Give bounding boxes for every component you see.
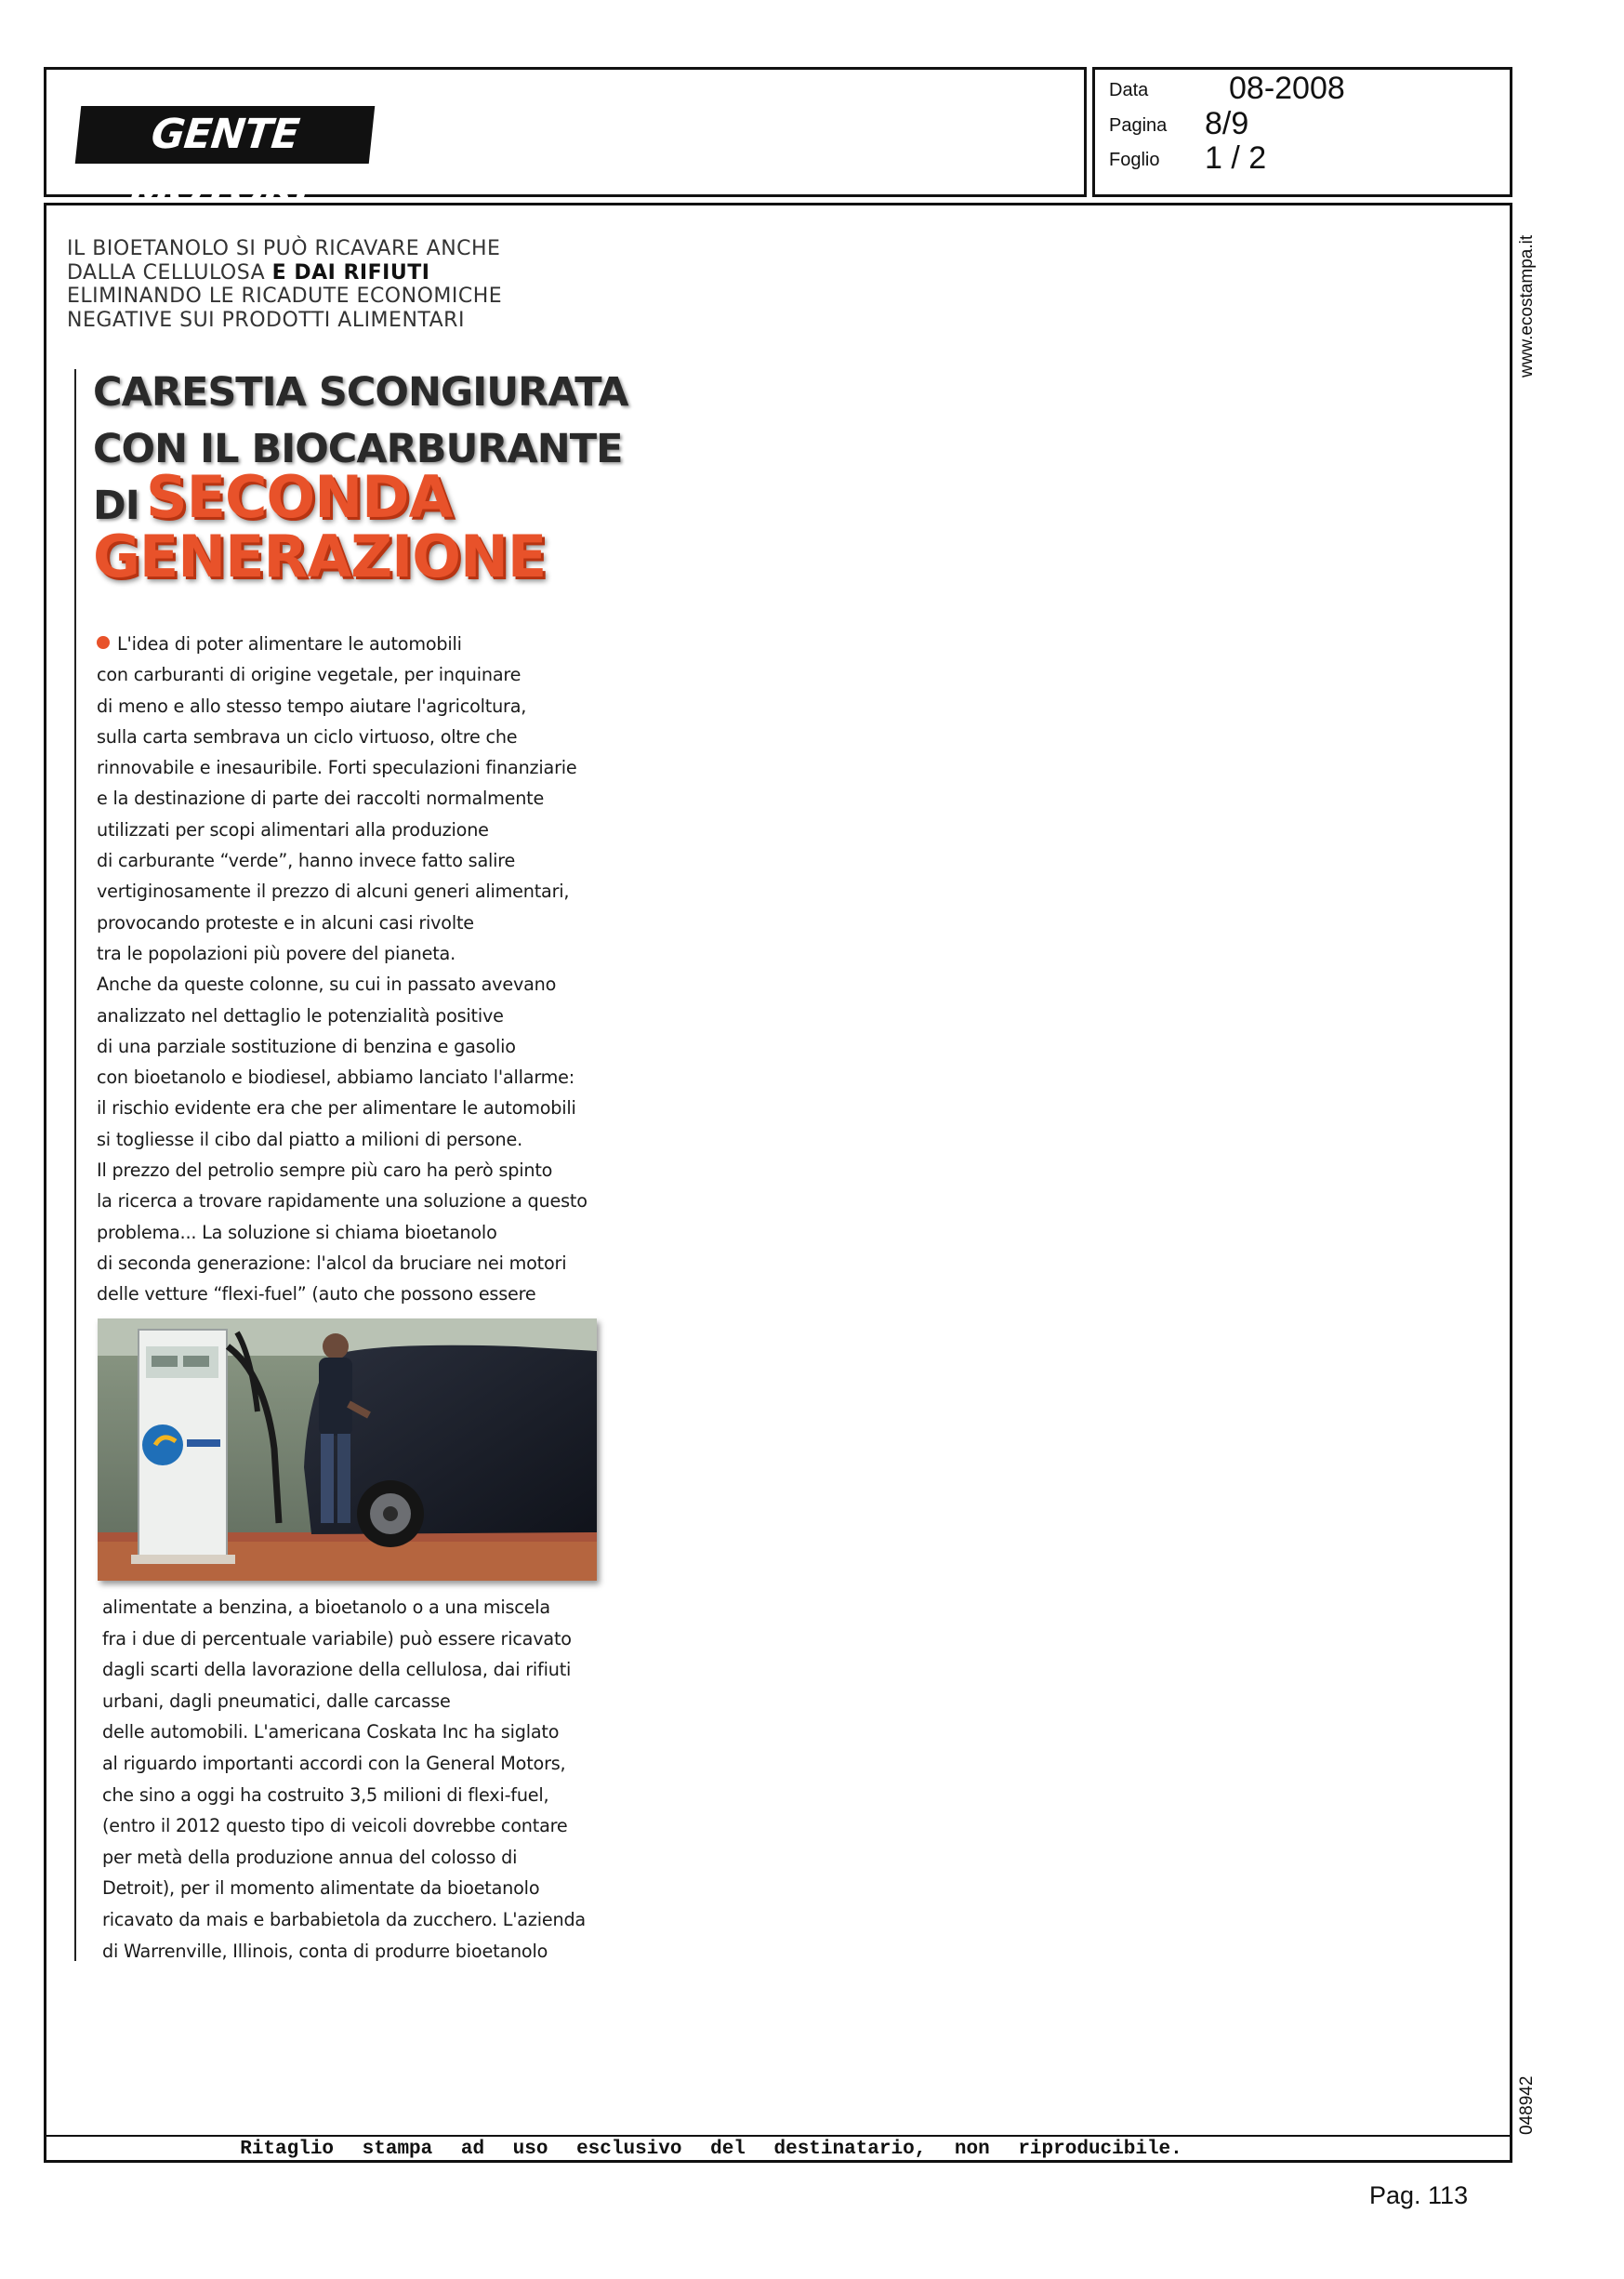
title-seconda: SECONDA [146,463,453,531]
body-line: si togliesse il cibo dal piatto a milioni di persone. [97,1128,522,1150]
body-line: la ricerca a trovare rapidamente una soluzione a questo [97,1190,588,1212]
article-body-bottom [102,1592,604,1967]
body-line: delle vetture “flexi-fuel” (auto che possono essere [97,1283,536,1305]
article-kicker [67,237,588,332]
body-line: di seconda generazione: l'alcol da bruciare nei motori [97,1252,567,1274]
kicker-line: IL BIOETANOLO SI PUÒ RICAVARE ANCHE [67,237,501,260]
pagina-label: Pagina [1109,115,1168,136]
body-line: e la destinazione di parte dei raccolti normalmente [97,788,545,810]
kicker-line: NEGATIVE SUI PRODOTTI ALIMENTARI [67,308,465,332]
body-line: di meno e allo stesso tempo aiutare l'agricoltura, [97,695,527,717]
bullet-icon [97,636,110,649]
side-code-text: 048942 [1517,2075,1537,2135]
gente-motori-logo: GENTE MOTORI [75,106,376,164]
body-line: delle automobili. L'americana Coskata Inc ha siglato [102,1721,560,1743]
column-rule [74,369,76,1961]
body-line: Il prezzo del petrolio sempre più caro ha però spinto [97,1159,553,1182]
data-label: Data [1109,80,1149,100]
photo-illustration [98,1318,597,1581]
body-line: vertiginosamente il prezzo di alcuni generi alimentari, [97,881,570,903]
foglio-label: Foglio [1109,150,1160,170]
footer-divider [44,2135,1512,2137]
body-line [97,629,603,659]
body-line: urbani, dagli pneumatici, dalle carcasse [102,1689,451,1712]
body-line: al riguardo importanti accordi con la General Motors, [102,1752,566,1774]
body-line: Anche da queste colonne, su cui in passato avevano [97,974,557,996]
article-body-top [97,629,603,1310]
kicker-bold: E DAI RIFIUTI [271,260,430,285]
title-line-1: CARESTIA SCONGIURATA [93,369,628,416]
body-line: che sino a oggi ha costruito 3,5 milioni di flexi-fuel, [102,1783,549,1806]
kicker-line: ELIMINANDO LE RICADUTE ECONOMICHE [67,285,503,308]
fuel-station-photo [98,1318,597,1581]
body-line: provocando proteste e in alcuni casi rivolte [97,911,474,934]
side-url-text: www.ecostampa.it [1517,234,1537,378]
body-line: il rischio evidente era che per alimentare le automobili [97,1097,576,1120]
side-url [1513,214,1543,381]
foglio-value: 1 / 2 [1205,140,1267,176]
body-line: con carburanti di origine vegetale, per inquinare [97,664,522,686]
body-line: di una parziale sostituzione di benzina e gasolio [97,1035,516,1057]
body-line: rinnovabile e inesauribile. Forti speculazioni finanziarie [97,757,577,779]
title-generazione: GENERAZIONE [93,523,547,590]
title-di: DI [93,483,139,529]
title-line-2: CON IL BIOCARBURANTE [93,426,623,472]
body-line-text: L'idea di poter alimentare le automobili [117,633,462,655]
body-line: di Warrenville, Illinois, conta di produrre bioetanolo [102,1940,548,1962]
body-line: analizzato nel dettaglio le potenzialità positive [97,1004,504,1027]
body-line: dagli scarti della lavorazione della cellulosa, dai rifiuti [102,1659,572,1681]
body-line: per metà della produzione annua del colosso di [102,1846,518,1868]
body-line: di carburante “verde”, hanno invece fatto salire [97,850,516,872]
body-line: Detroit), per il momento alimentate da bioetanolo [102,1877,540,1900]
body-line: con bioetanolo e biodiesel, abbiamo lanciato l'allarme: [97,1067,575,1089]
data-value: 08-2008 [1229,71,1345,106]
kicker-text: DALLA CELLULOSA [67,260,266,285]
kicker-line [67,261,588,285]
body-line: utilizzati per scopi alimentari alla produzione [97,818,489,841]
body-line: problema... La soluzione si chiama bioetanolo [97,1221,497,1243]
side-code [1513,2075,1543,2137]
body-line: (entro il 2012 questo tipo di veicoli dovrebbe contare [102,1815,568,1837]
page-number: Pag. 113 [1369,2181,1469,2209]
pagina-value: 8/9 [1205,106,1249,141]
body-line: ricavato da mais e barbabietola da zucchero. L'azienda [102,1908,586,1930]
body-line: fra i due di percentuale variabile) può essere ricavato [102,1627,572,1650]
body-line: sulla carta sembrava un ciclo virtuoso, oltre che [97,725,518,748]
body-line: alimentate a benzina, a bioetanolo o a una miscela [102,1597,550,1618]
footer-notice: Ritaglio stampa ad uso esclusivo del destinatario, non riproducibile. [240,2139,1182,2160]
body-line: tra le popolazioni più povere del pianeta. [97,942,456,964]
